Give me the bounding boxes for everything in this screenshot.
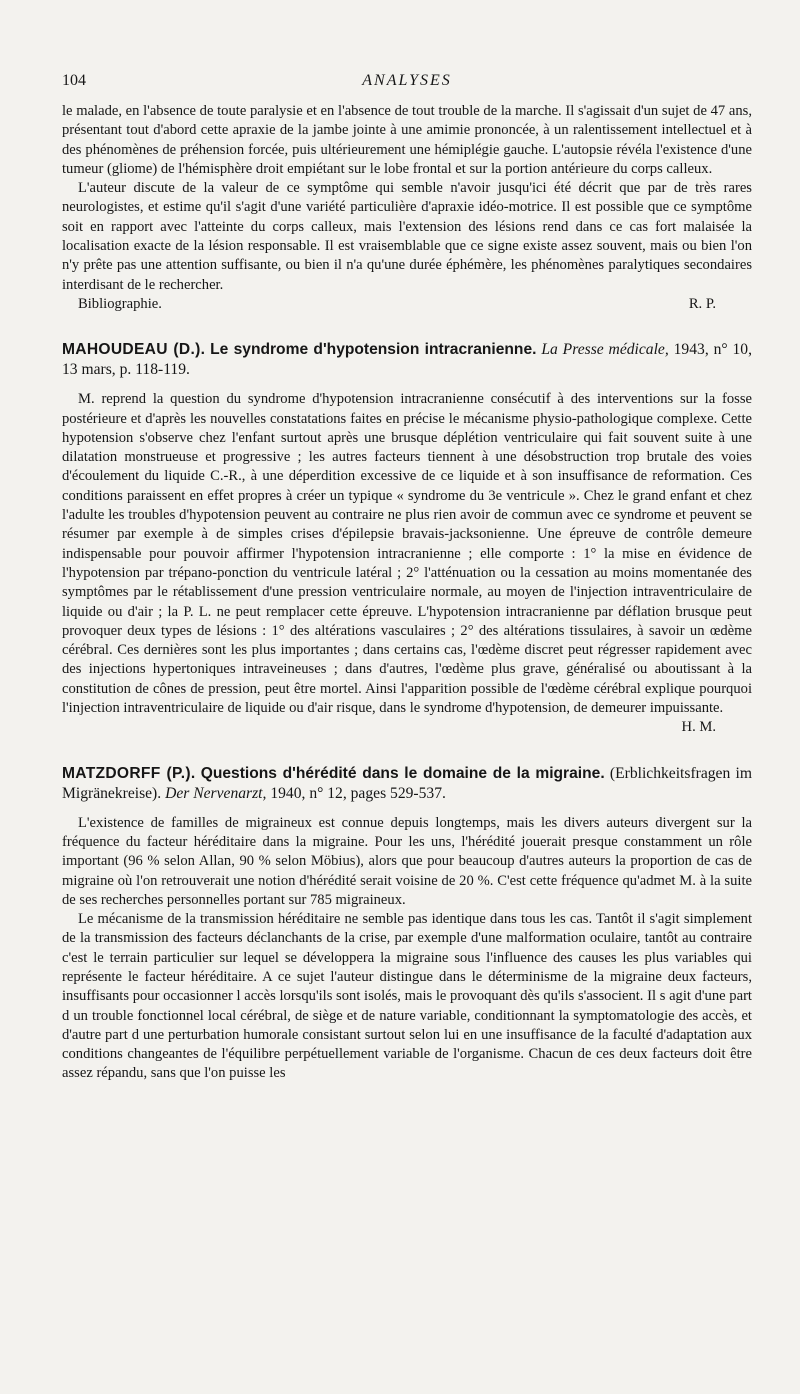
entry-journal: Der Nervenarzt, (165, 784, 267, 802)
running-title: ANALYSES (362, 72, 452, 89)
review-entry-mahoudeau (62, 340, 752, 737)
review-entry-matzdorff (62, 764, 752, 1084)
running-head (62, 72, 752, 102)
reviewer-signature: H. M. (681, 719, 716, 736)
reviewer-signature: R. P. (688, 295, 716, 312)
entry-citation: 1943, n° 10, 13 mars, p. 118-119. (62, 341, 752, 379)
entry-citation: 1940, n° 12, pages 529-537. (270, 784, 446, 802)
entry-heading (62, 340, 752, 380)
entry-author: MAHOUDEAU (D.). (62, 341, 206, 359)
review-continuation (62, 102, 752, 314)
entry-title: Le syndrome d'hypotension intracranienne. (210, 341, 537, 359)
review1-paragraph-1: le malade, en l'absence de toute paralysie et en l'absence de tout trouble de la marche. Il s'agissait d'un sujet de 47 ans, présentant tout d'abord cette apraxie de la jambe jointe à une amimie prononcée, à un ralentissement intellectuel et à des phénomènes de préhension forcée, puis ultérieurement une hémiplégie gauche. L'autopsie révéla l'existence d'une tumeur (gliome) de l'hémisphère droit empiétant sur le lobe frontal et sur la portion antérieure du corps calleux. (62, 103, 752, 177)
entry-author: MATZDORFF (P.). (62, 764, 196, 782)
entry-heading (62, 764, 752, 804)
entry-subtitle: (Erblichkeitsfragen im Migränekreise). (62, 764, 752, 802)
entry-paragraph-2: Le mécanisme de la transmission héréditaire ne semble pas identique dans tous les cas. Tantôt il s'agit simplement de la transmission des facteurs déclanchants de la crise, par exemple d'une malformation oculaire, tantôt au contraire c'est le terrain particulier sur lequel se développera la migraine sous l'influence des causes les plus variables qui représente le facteur héréditaire. A ce sujet l'auteur distingue dans le déterminisme de la migraine deux facteurs, insuffisants pour occasionner l accès lorsqu'ils sont isolés, mais le provoquant dès qu'ils s'associent. Il s agit d'une part d un trouble fonctionnel local cérébral, de siège et de nature variable, conditionnant la symptomatologie des accès, et d'autre part d une perturbation humorale consistant surtout selon lui en une insuffisance de la faculté d'adaptation aux conditions changeantes de l'équilibre perpétuellement variable de l'organisme. Chacun de ces deux facteurs doit être assez répandu, sans que l'on puisse les (62, 911, 752, 1082)
entry-title: Questions d'hérédité dans le domaine de la migraine. (200, 764, 605, 782)
review1-paragraph-2: L'auteur discute de la valeur de ce symptôme qui semble n'avoir jusqu'ici été décrit que par de très rares neurologistes, et estime qu'il s'agit d'une variété particulière d'apraxie idéo-motrice. Il est possible que ce symptôme soit en rapport avec l'atteinte du corps calleux, mais l'extension des lésions rend dans ce cas fort malaisée la localisation exacte de la lésion responsable. Il est vraisemblable que ce signe existe assez souvent, mais ou bien l'on n'y prête pas une attention suffisante, ou bien il n'a qu'une durée éphémère, les phénomènes paralytiques secondaires interdisant de le rechercher. (62, 180, 752, 293)
review1-footer (62, 295, 752, 314)
bibliography-label: Bibliographie. (78, 295, 162, 312)
entry-journal: La Presse médicale, (541, 341, 669, 359)
entry-paragraph-1: L'existence de familles de migraineux est connue depuis longtemps, mais les divers auteurs divergent sur la fréquence du facteur héréditaire dans la migraine. Pour les uns, l'hérédité jouerait presque constamment un rôle important (96 % selon Allan, 90 % selon Möbius), alors que pour beaucoup d'autres auteurs la proportion de cas de migraine où l'on retrouverait une notion d'hérédité serait voisine de 20 %. C'est cette fréquence qu'admet M. à la suite de ses recherches personnelles portant sur 785 migraineux. (62, 814, 752, 908)
entry-body: M. reprend la question du syndrome d'hypotension intracranienne consécutif à des interventions sur la fosse postérieure et d'après les nouvelles constatations faites en précise le mécanisme physio-pathologique complexe. Cette hypotension s'observe chez l'enfant surtout après une brusque déplétion ventriculaire qui fait souvent suite à une dilatation monstrueuse et progressive ; les autres facteurs tiennent à une désobstruction trop brutale des voies d'écoulement du liquide C.-R., à une déperdition excessive de ce liquide et à son insuffisance de reformation. Ces conditions paraissent en effet propres à créer un typique « syndrome du 3e ventricule ». Chez le grand enfant et chez l'adulte les troubles d'hypotension peuvent au contraire ne plus rien avoir de commun avec ce syndrome et peuvent se résumer par exemple à de simples crises d'épilepsie bravais-jacksonienne. Une épreuve de contrôle demeure indispensable pour pouvoir affirmer l'hypotension intracranienne ; elle comporte : 1° la mise en évidence de l'hypotension par trépano-ponction du ventricule latéral ; 2° l'atténuation ou la cessation au moins momentanée des symptômes par le rétablissement d'une pression ventriculaire normale, au moyen de l'injection intraventriculaire de liquide ou d'air ; la P. L. ne peut remplacer cette épreuve. L'hypotension intracranienne par déflation brusque peut provoquer deux types de lésions : 1° des altérations vasculaires ; 2° des altérations tissulaires, à savoir un œdème cérébral. Ces dernières sont les plus importantes ; dans certains cas, l'œdème discret peut régresser rapidement avec des injections hypertoniques intraveineuses ; dans d'autres, l'œdème plus grave, généralisé ou aboutissant à la constitution de cônes de pression, peut être mortel. Ainsi l'apparition possible de l'œdème cérébral explique pourquoi l'injection intraventriculaire de liquide ou d'air risque, dans le syndrome d'hypotension, de demeurer impuissante. (62, 391, 752, 717)
page-number: 104 (62, 72, 86, 89)
